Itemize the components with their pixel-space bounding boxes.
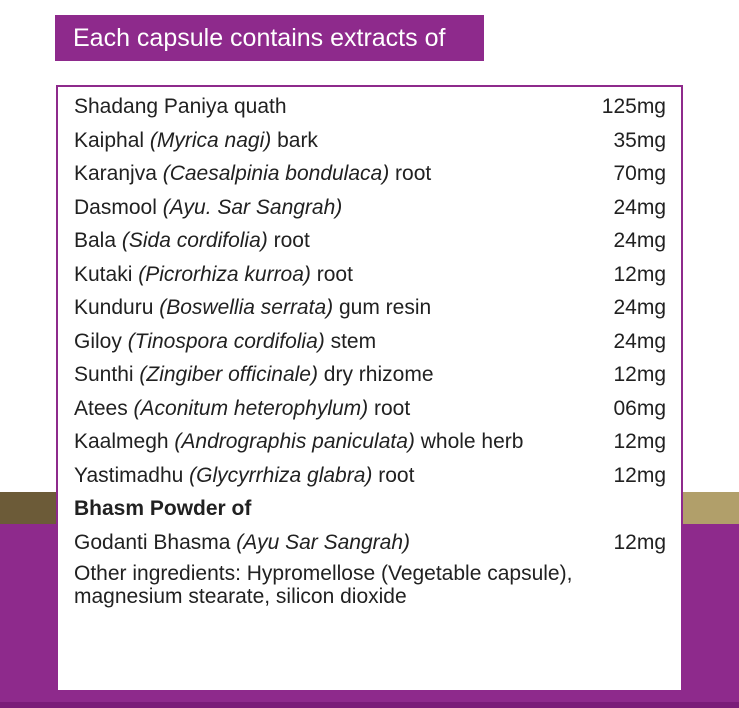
ingredient-row — [74, 191, 666, 225]
header-title: Each capsule contains extracts of — [73, 24, 446, 52]
ingredient-name: Kutaki (Picrorhiza kurroa) root — [74, 262, 353, 286]
ingredient-name: Kaalmegh (Andrographis paniculata) whole herb — [74, 430, 524, 453]
left-accent-stripe — [0, 492, 57, 524]
ingredients-list — [74, 90, 666, 608]
right-accent-stripe — [683, 492, 739, 524]
ingredient-name: Giloy (Tinospora cordifolia) stem — [74, 329, 377, 353]
ingredient-amount: 35mg — [613, 128, 666, 152]
ingredient-name: Kaiphal (Myrica nagi) bark — [74, 128, 318, 152]
bottom-dark-strip — [0, 702, 739, 708]
ingredient-row — [74, 224, 666, 258]
ingredient-name: Yastimadhu (Glycyrrhiza glabra) root — [74, 463, 415, 487]
ingredient-row — [74, 157, 666, 191]
ingredient-name: Bala (Sida cordifolia) root — [74, 229, 310, 252]
ingredient-row — [74, 358, 666, 392]
ingredient-row — [74, 124, 666, 158]
ingredient-row — [74, 258, 666, 292]
ingredient-name: Kunduru (Boswellia serrata) gum resin — [74, 296, 432, 319]
ingredient-name: Atees (Aconitum heterophylum) root — [74, 396, 411, 420]
ingredient-name: Shadang Paniya quath — [74, 95, 287, 118]
ingredient-amount: 12mg — [613, 463, 666, 487]
ingredient-row — [74, 392, 666, 426]
ingredient-row — [74, 325, 666, 359]
ingredient-amount: 12mg — [613, 363, 666, 386]
ingredient-amount: 12mg — [613, 530, 666, 554]
ingredient-amount: 24mg — [613, 296, 666, 319]
section-header-row — [74, 492, 666, 526]
other-ingredients-note: Other ingredients: Hypromellose (Vegetable capsule), magnesium stearate, silicon dioxide — [74, 562, 573, 608]
ingredient-row — [74, 459, 666, 493]
ingredient-name: Dasmool (Ayu. Sar Sangrah) — [74, 195, 343, 219]
ingredient-row — [74, 526, 666, 560]
ingredient-name: Sunthi (Zingiber officinale) dry rhizome — [74, 363, 434, 386]
ingredient-amount: 24mg — [613, 229, 666, 252]
ingredient-amount: 70mg — [613, 162, 666, 185]
ingredient-amount: 06mg — [613, 396, 666, 420]
ingredient-row — [74, 425, 666, 459]
ingredient-amount: 12mg — [613, 262, 666, 286]
ingredient-row — [74, 291, 666, 325]
ingredient-amount: 125mg — [601, 95, 666, 118]
ingredient-row — [74, 90, 666, 124]
header-band — [55, 15, 484, 61]
ingredients-card — [56, 85, 683, 692]
ingredient-amount: 12mg — [613, 430, 666, 453]
ingredient-name: Godanti Bhasma (Ayu Sar Sangrah) — [74, 530, 410, 554]
ingredient-amount: 24mg — [613, 329, 666, 353]
ingredient-amount: 24mg — [613, 195, 666, 219]
ingredient-name: Karanjva (Caesalpinia bondulaca) root — [74, 162, 432, 185]
ingredient-name: Bhasm Powder of — [74, 497, 252, 520]
